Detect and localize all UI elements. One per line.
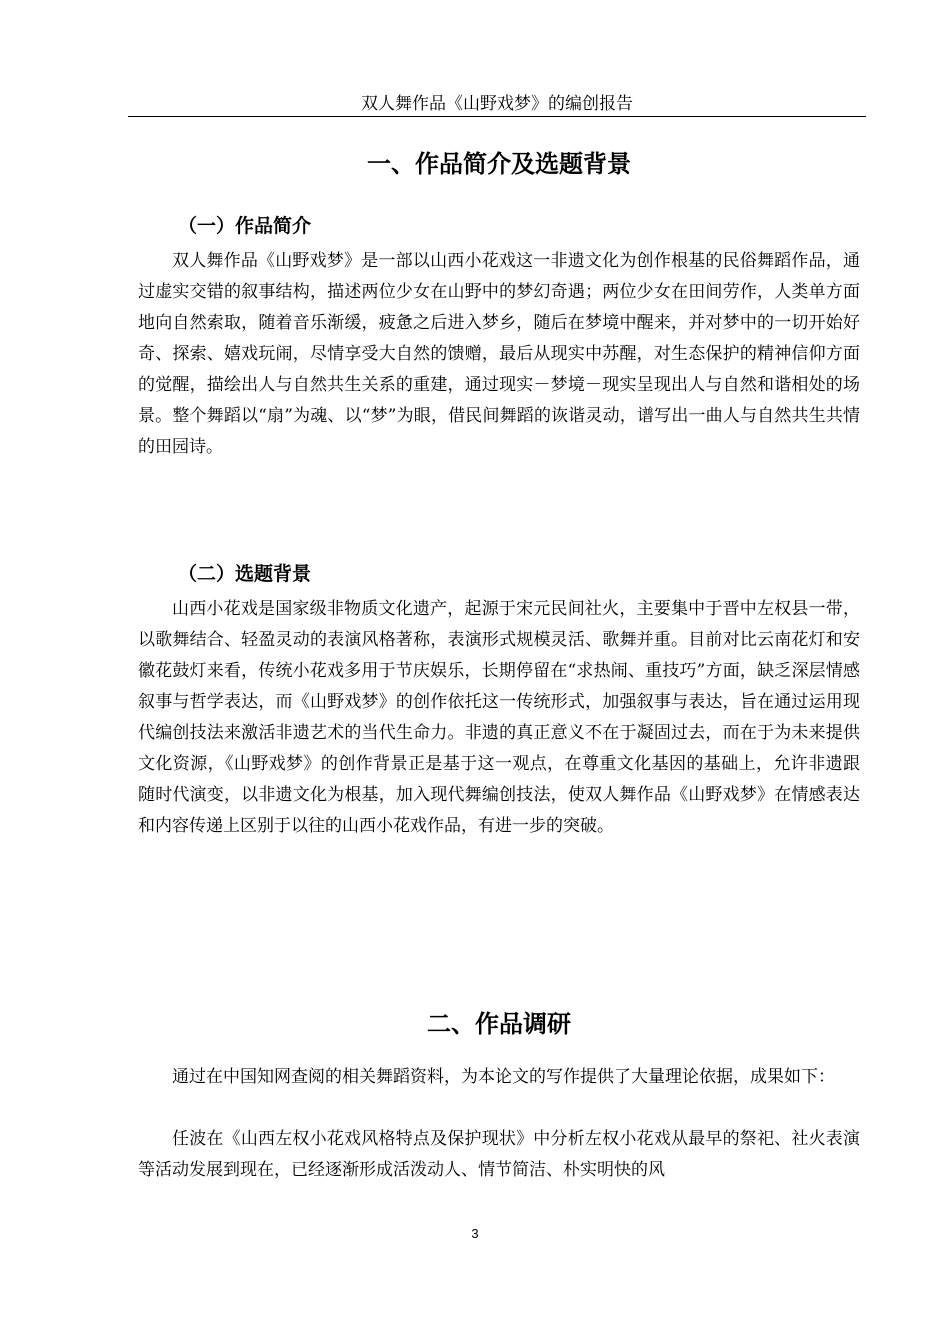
subsection-2-paragraph: 山西小花戏是国家级非物质文化遗产，起源于宋元民间社火，主要集中于晋中左权县一带，以歌舞结合、轻盈灵动的表演风格著称，表演形式规模灵活、歌舞并重。目前对比云南花灯和安徽花鼓灯来看，传统小花戏多用于节庆娱乐，长期停留在“求热闹、重技巧”方面，缺乏深层情感叙事与哲学表达，而《山野戏梦》的创作依托这一传统形式，加强叙事与表达，旨在通过运用现代编创技法来激活非遗艺术的当代生命力。非遗的真正意义不在于凝固过去，而在于为未来提供文化资源，《山野戏梦》的创作背景正是基于这一观点，在尊重文化基因的基础上，允许非遗跟随时代演变，以非遗文化为根基，加入现代舞编创技法，使双人舞作品《山野戏梦》在情感表达和内容传递上区别于以往的山西小花戏作品，有进一步的突破。: [138, 599, 860, 836]
subsection-1-title: （一）作品简介: [178, 215, 312, 237]
section-2-title: 二、作品调研: [427, 1010, 571, 1038]
subsection-2-title: （二）选题背景: [178, 563, 312, 585]
section-2-paragraph-2: 任波在《山西左权小花戏风格特点及保护现状》中分析左权小花戏从最早的祭祀、社火表演等活动发展到现在，已经逐渐形成活泼动人、情节简洁、朴实明快的风: [138, 1129, 860, 1180]
section-2-paragraph-1: 通过在中国知网查阅的相关舞蹈资料，为本论文的写作提供了大量理论依据，成果如下：: [172, 1067, 835, 1087]
section-1-title: 一、作品简介及选题背景: [367, 150, 631, 178]
running-header: 双人舞作品《山野戏梦》的编创报告: [361, 94, 633, 114]
header-rule: [128, 116, 866, 117]
subsection-1-paragraph: 双人舞作品《山野戏梦》是一部以山西小花戏这一非遗文化为创作根基的民俗舞蹈作品，通过虚实交错的叙事结构，描述两位少女在山野中的梦幻奇遇；两位少女在田间劳作，人类单方面地向自然索取，随着音乐渐缓，疲惫之后进入梦乡，随后在梦境中醒来，并对梦中的一切开始好奇、探索、嬉戏玩闹，尽情享受大自然的馈赠，最后从现实中苏醒，对生态保护的精神信仰方面的觉醒，描绘出人与自然共生关系的重建，通过现实－梦境－现实呈现出人与自然和谐相处的场景。整个舞蹈以“扇”为魂、以“梦”为眼，借民间舞蹈的诙谐灵动，谱写出一曲人与自然共生共情的田园诗。: [138, 251, 860, 457]
page-number: 3: [471, 1226, 479, 1241]
